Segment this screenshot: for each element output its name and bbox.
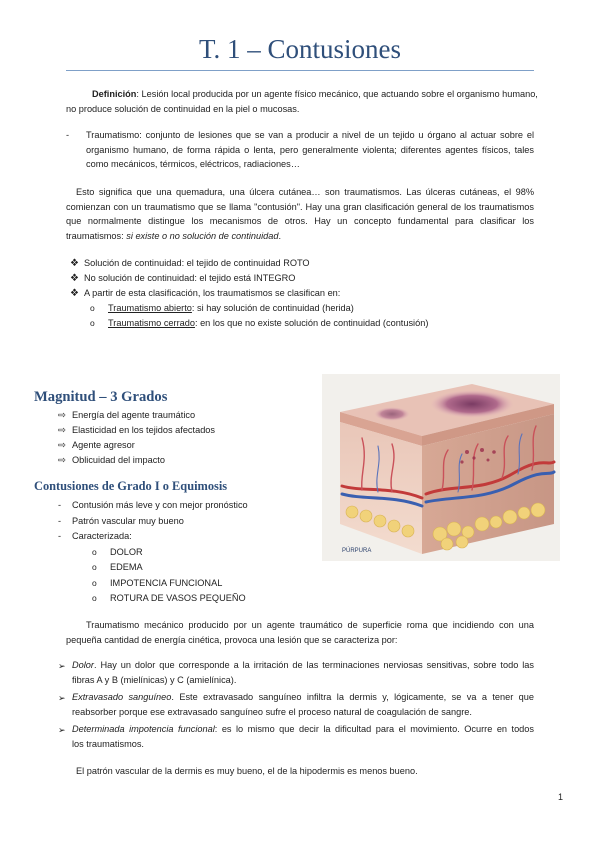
traumatismo-text-2: organismo humano, de forma rápida o lenta, pero generalmente violenta; diferentes agentes físicos, tales	[86, 144, 534, 155]
circle-bullet-icon: o	[92, 577, 97, 588]
intro-paragraph: Esto significa que una quemadura, una úlcera cutánea… son traumatismos. Las úlceras cutáneas, el 98% comienzan con un traumatismo que se llama "contusión". Hay una gran clasificación general de los traumatismos que normalmente distingue los mecanismos de otros. Hay un concepto fundamental para clasificar los traumatismos: si existe o no solución de continuidad.	[66, 187, 534, 241]
definition-paragraph	[66, 87, 538, 116]
traumatismo-text-3: como mecánicos, térmicos, eléctricos, radiaciones…	[86, 159, 300, 170]
traumatismo-text-1: Traumatismo: conjunto de lesiones que se van a producir a nivel de un tejido u órgano al actuar sobre el	[86, 130, 534, 140]
circle-bullet-icon: o	[90, 303, 95, 313]
classification-list	[70, 256, 534, 331]
intro-text-3: que normalmente distingue los mecanismos de otros. Hay un concepto fundamental para clasificar los	[66, 216, 534, 227]
triangle-bullet-icon: ➢	[58, 661, 66, 671]
definition-label: Definición	[92, 89, 137, 99]
diamond-bullet-icon: ❖	[70, 273, 79, 284]
magnitud-list	[58, 408, 318, 468]
dash-bullet: -	[58, 500, 62, 510]
figure-label: PÚRPURA	[342, 548, 372, 554]
sintoma-extravasado: ➢ Extravasado sanguíneo. Este extravasado sanguíneo infiltra la dermis y, lógicamente, se va a tener que reabsorber porque ese extravasado sanguíneo sufre el proceso natural de coagulación de sangre.	[58, 692, 534, 717]
list-item: - Contusión más leve y con mejor pronóstico	[58, 498, 318, 514]
definition-text-1: : Lesión local producida por un agente físico mecánico, que actuando sobre el organismo humano,	[136, 89, 538, 99]
grado1-description	[66, 618, 534, 647]
dash-bullet: -	[58, 515, 62, 526]
arrow-bullet-icon: ⇨	[58, 455, 66, 466]
circle-bullet-icon: o	[92, 593, 97, 603]
list-item: ⇨ Agente agresor	[58, 440, 135, 451]
diamond-bullet-icon: ❖	[70, 258, 79, 269]
vascular-note: El patrón vascular de la dermis es muy bueno, el de la hipodermis es menos bueno.	[76, 766, 418, 776]
list-item: ⇨ Oblicuidad del impacto	[58, 455, 165, 466]
list-item: ❖ A partir de esta clasificación, los traumatismos se clasifican en: o Traumatismo abierto: si hay solución de continuidad (herida) o Traumatismo cerrado: en los que no existe solución de continuidad (contusión)	[70, 286, 534, 331]
definition-text-2: no produce solución de continuidad en la piel o mucosas.	[66, 103, 300, 114]
list-item: ❖ No solución de continuidad: el tejido está INTEGRO	[70, 273, 296, 284]
page-number: 1	[558, 792, 564, 802]
traumatismo-definition	[66, 128, 534, 174]
list-item: o ROTURA DE VASOS PEQUEÑO	[92, 591, 318, 607]
list-item: o Traumatismo abierto: si hay solución de continuidad (herida)	[90, 301, 534, 316]
list-item: ❖ Solución de continuidad: el tejido de continuidad ROTO	[70, 258, 310, 269]
diamond-bullet-icon: ❖	[70, 288, 79, 299]
list-item: o DOLOR	[92, 545, 318, 561]
sintoma-dolor: ➢ Dolor. Hay un dolor que corresponde a la irritación de las terminaciones nerviosas sensitivas, sobre todo las fibras A y B (mielínicas) y C (amielínica).	[58, 660, 534, 685]
arrow-bullet-icon: ⇨	[58, 440, 66, 451]
arrow-bullet-icon: ⇨	[58, 425, 66, 436]
dash-bullet: -	[58, 531, 62, 541]
dash-bullet: -	[66, 130, 70, 140]
grado1-list	[58, 498, 318, 607]
list-item: ⇨ Energía del agente traumático	[58, 410, 196, 421]
page-title: T. 1 – Contusiones	[199, 34, 401, 64]
caracteristicas-list	[92, 545, 318, 607]
list-item: ⇨ Elasticidad en los tejidos afectados	[58, 425, 216, 436]
circle-bullet-icon: o	[92, 562, 97, 572]
title-divider	[66, 70, 534, 71]
list-item: o IMPOTENCIA FUNCIONAL	[92, 576, 318, 592]
intro-text-4: traumatismos:	[66, 230, 127, 241]
list-item: - Patrón vascular muy bueno	[58, 514, 318, 530]
list-item: o EDEMA	[92, 560, 318, 576]
skin-purpura-illustration	[322, 374, 560, 561]
circle-bullet-icon: o	[90, 318, 95, 328]
list-item: o Traumatismo cerrado: en los que no existe solución de continuidad (contusión)	[90, 316, 534, 331]
section-heading-magnitud: Magnitud – 3 Grados	[34, 389, 168, 405]
grado1-text-1: Traumatismo mecánico producido por un agente traumático de superficie roma que incidiendo con una	[86, 620, 534, 630]
grado1-text-2: pequeña cantidad de energía cinética, provoca una lesión que se caracteriza por:	[66, 634, 398, 645]
section-heading-grado-1: Contusiones de Grado I o Equimosis	[34, 479, 228, 493]
sintoma-impotencia: ➢ Determinada impotencia funcional: es lo mismo que decir la dificultad para el movimiento. Ocurre en todos los traumatismos.	[58, 724, 534, 749]
list-item: - Caracterizada: o DOLOR o EDEMA o IMPOTENCIA FUNCIONAL o ROTURA DE VASOS PEQUEÑO	[58, 529, 318, 607]
intro-text-2: comienzan con un traumatismo que se llama "contusión". Hay una gran clasificación general de los traumatismos	[66, 201, 534, 212]
intro-text-4-italic: si existe o no solución de continuidad	[126, 230, 279, 241]
triangle-bullet-icon: ➢	[58, 693, 66, 703]
skin-cross-section-image	[322, 374, 560, 561]
triangle-bullet-icon: ➢	[58, 725, 66, 735]
intro-text-1: Esto significa que una quemadura, una úlcera cutánea… son traumatismos. Las úlceras cutáneas, el 98%	[76, 187, 534, 197]
classification-sublist	[90, 301, 534, 331]
circle-bullet-icon: o	[92, 546, 97, 557]
arrow-bullet-icon: ⇨	[58, 410, 66, 421]
